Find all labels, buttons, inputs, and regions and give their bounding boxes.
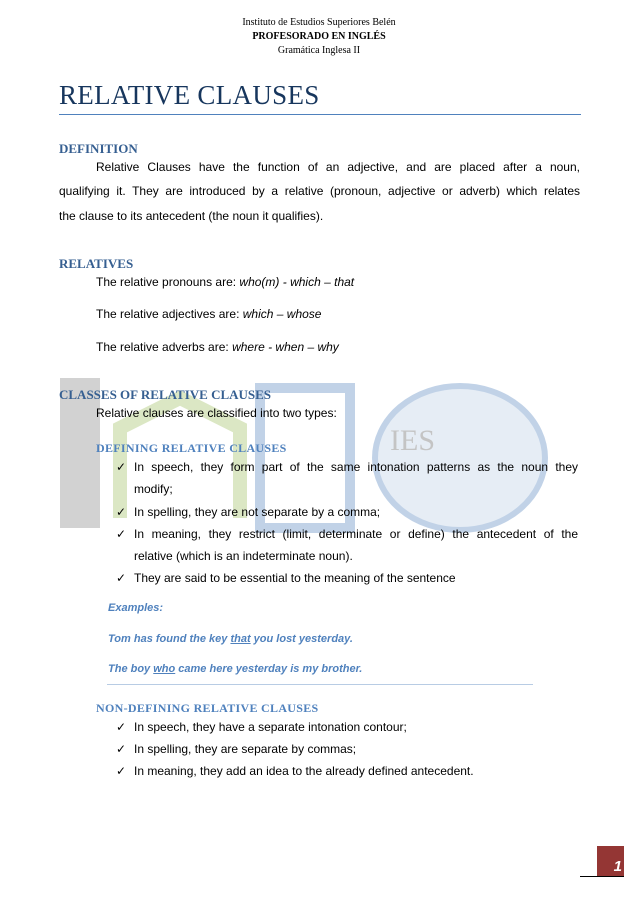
classes-heading: CLASSES OF RELATIVE CLAUSES (59, 387, 272, 402)
defining-heading: DEFINING RELATIVE CLAUSES (96, 441, 287, 455)
example-1-start: Tom has found the key (108, 633, 231, 645)
definition-line-3: the clause to its antecedent (the noun it qualifies). (59, 209, 324, 223)
example-2-end: came here yesterday is my brother. (175, 663, 363, 675)
example-1-relative: that (230, 633, 251, 645)
relative-pronouns-label: The relative pronouns are: (96, 275, 240, 289)
definition-line-1: Relative Clauses have the function of an adjective, and are placed after a noun, (96, 160, 580, 174)
definition-line-2: qualifying it. They are introduced by a relative (pronoun, adjective or adverb) which relates (59, 184, 580, 198)
check-icon: ✓ (116, 527, 127, 541)
check-icon: ✓ (116, 460, 127, 474)
defining-bullet-2 (116, 505, 578, 519)
relatives-heading: RELATIVES (59, 256, 134, 271)
example-1-end: you lost yesterday. (250, 633, 353, 645)
classes-intro: Relative clauses are classified into two types: (96, 406, 337, 420)
defining-bullet-2-text: In spelling, they are not separate by a comma; (134, 505, 381, 519)
relative-adverbs-value: where - when – why (232, 340, 339, 354)
relative-adjectives (96, 307, 321, 321)
examples-label: Examples: (108, 602, 164, 614)
page-number-badge (597, 846, 624, 876)
check-icon: ✓ (116, 571, 127, 585)
defining-bullet-1-line-2: modify; (134, 482, 173, 496)
definition-heading: DEFINITION (59, 141, 138, 156)
relative-adjectives-value: which – whose (242, 307, 322, 321)
header-program: PROFESORADO EN INGLÉS (252, 31, 386, 42)
defining-bullet-4 (116, 571, 578, 585)
page-title: RELATIVE CLAUSES (59, 80, 320, 110)
check-icon: ✓ (116, 742, 127, 756)
example-2-start: The boy (108, 663, 154, 675)
check-icon: ✓ (116, 505, 127, 519)
relative-pronouns (96, 275, 354, 289)
defining-bullet-3-line-1: In meaning, they restrict (limit, determinate or define) the antecedent of the (134, 527, 578, 541)
example-1 (108, 633, 353, 645)
relative-adverbs (96, 340, 339, 354)
check-icon: ✓ (116, 764, 127, 778)
defining-bullet-3 (116, 527, 578, 563)
defining-bullet-3-line-2: relative (which is an indeterminate noun). (134, 549, 353, 563)
relative-adverbs-label: The relative adverbs are: (96, 340, 233, 354)
defining-bullet-4-text: They are said to be essential to the meaning of the sentence (134, 571, 456, 585)
non-defining-bullet-3 (116, 764, 578, 778)
header-course: Gramática Inglesa II (277, 45, 361, 56)
title-divider (59, 114, 581, 115)
watermark-text: IES (390, 424, 435, 457)
page-number: 1 (613, 858, 622, 875)
example-2-relative: who (153, 663, 176, 675)
defining-bullet-1-line-1: In speech, they form part of the same intonation patterns as the noun they (134, 460, 578, 474)
relative-pronouns-value: who(m) - which – that (239, 275, 355, 289)
non-defining-bullet-1 (116, 720, 578, 734)
check-icon: ✓ (116, 720, 127, 734)
relative-adjectives-label: The relative adjectives are: (96, 307, 243, 321)
examples-divider (107, 684, 533, 685)
non-defining-bullet-2-text: In spelling, they are separate by commas; (134, 742, 357, 756)
page-number-rule (580, 876, 624, 877)
header-institute: Instituto de Estudios Superiores Belén (242, 17, 396, 28)
example-2 (108, 663, 362, 675)
non-defining-bullet-1-text: In speech, they have a separate intonation contour; (134, 720, 407, 734)
non-defining-bullet-2 (116, 742, 578, 756)
non-defining-bullet-3-text: In meaning, they add an idea to the already defined antecedent. (134, 764, 474, 778)
defining-bullet-1 (116, 460, 578, 496)
non-defining-heading: NON-DEFINING RELATIVE CLAUSES (96, 701, 319, 715)
